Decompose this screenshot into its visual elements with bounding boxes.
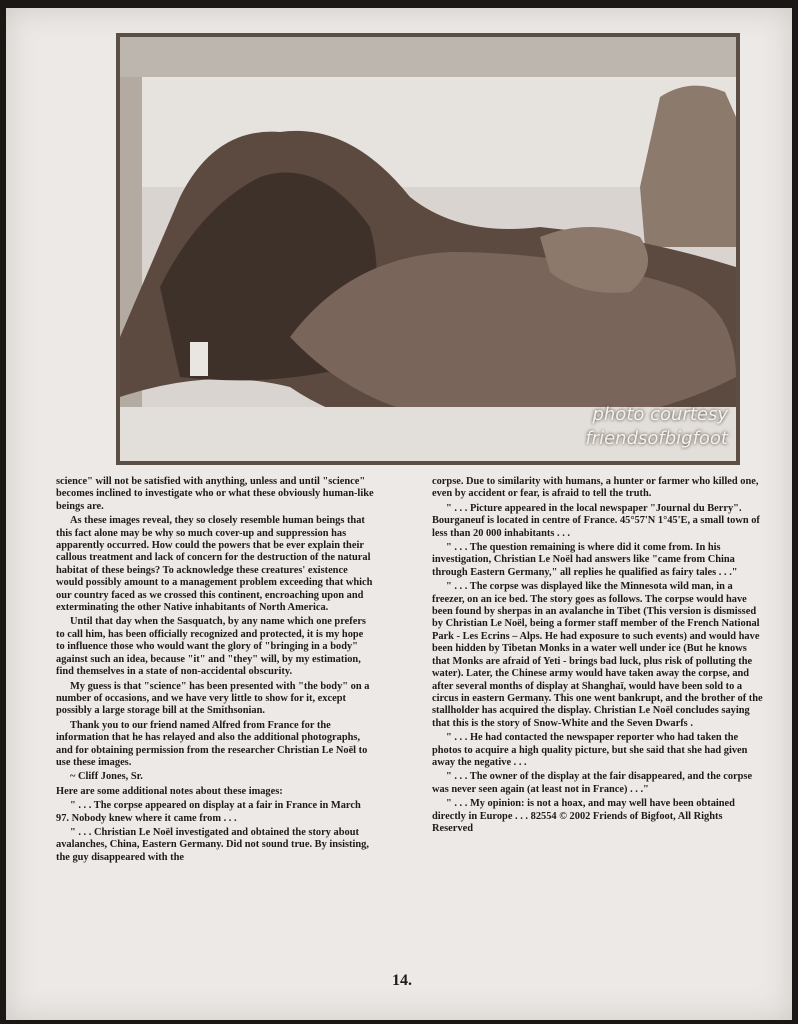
right-paragraph-7: " . . . My opinion: is not a hoax, and may well have been obtained directly in Europe . . . 82554 © 2002 Friends of Bigfoot, All Rights Reserved: [432, 798, 735, 834]
left-paragraph-9: " . . . Christian Le Noël investigated and obtained the story about avalanches, China, Eastern Germany. Did not sound true. By insisting, the guy disappeared with the: [56, 826, 369, 863]
photo-illustration: [120, 37, 736, 461]
right-paragraph-1: corpse. Due to similarity with humans, a hunter or farmer who killed one, even by accident or fear, is afraid to tell the truth.: [432, 476, 759, 500]
left-paragraph-4: My guess is that "science" has been presented with "the body" on a number of occasions, and we have very little to show for it, except possibly a large storage bill at the Smithsonian.: [56, 680, 370, 717]
photo-credit-line2: friendsofbigfoot: [585, 428, 728, 449]
right-paragraph-6: " . . . The owner of the display at the fair disappeared, and the corpse was never seen again (at least not in France) . . .": [432, 771, 753, 795]
article-photo: [116, 33, 740, 465]
left-paragraph-5: Thank you to our friend named Alfred from France for the information that he has relayed and also the additional photographs, and for obtaining permission from the researcher Christian Le Noël to use these images.: [56, 719, 368, 768]
photo-credit: [585, 403, 728, 451]
left-paragraph-8: " . . . The corpse appeared on display at a fair in France in March 97. Nobody knew where it came from . . .: [56, 800, 361, 824]
author-signature: ~ Cliff Jones, Sr.: [70, 771, 143, 783]
right-paragraph-4: " . . . The corpse was displayed like the Minnesota wild man, in a freezer, on an ice bed. The story goes as follows. The corpse would have been found by sherpas in an avalanche in Tibet (This version is dismissed by Christian Le Noël, being a former staff member of the French National Park - Les Ecrins – Alps. He had exposure to such events) and would have been hidden by Tibetan Monks in a water well under ice (But he knows that Monks are afraid of Yeti - brings bad luck, plus risk of polluting the water). Later, the Chinese army would have taken away the corpse, and after several months of display at Shanghaï, would have been sold to a circus in eastern Germany. This one went bankrupt, and the brother of the stallholder has acquired the display. Christian Le Noël concludes saying that this is the story of Snow-White and the Seven Dwarfs .: [432, 581, 763, 729]
right-paragraph-5: " . . . He had contacted the newspaper reporter who had taken the photos to acquire a high quality picture, but she said that she had given away the negative . . .: [432, 732, 748, 768]
left-paragraph-3: Until that day when the Sasquatch, by any name which one prefers to call him, has been officially recognized and protected, it is my hope to influence those who would want the glory of "bringing in a body" against such an idea, because "it" and "they" will, by my estimation, find themselves in a state of non-accidental obscurity.: [56, 616, 366, 678]
photo-credit-line1: photo courtesy: [592, 404, 728, 425]
left-paragraph-1: science" will not be satisfied with anything, unless and until "science" becomes inclined to investigate who or what these obviously human-like beings are.: [56, 476, 374, 512]
right-column: [432, 476, 766, 837]
left-paragraph-2: As these images reveal, they so closely resemble human beings that this fact alone may be why so much cover-up and suppression has apparently occurred. How could the powers that be ever explain their callous treatment and lack of concern for the destruction of the natural habitat of these beings? To acknowledge these creatures' existence would possibly amount to a management problem exceeding that which our country faced as we crossed this continent, encroaching upon and exterminating the other Native inhabitants of North America.: [56, 515, 373, 614]
page-number: 14.: [392, 972, 412, 989]
right-paragraph-2: " . . . Picture appeared in the local newspaper "Journal du Berry". Bourganeuf is located in centre of France. 45°57'N 1°45'E, a small town of less than 20 000 inhabitants . . .: [432, 502, 760, 539]
left-paragraph-7: Here are some additional notes about these images:: [56, 785, 283, 797]
left-column: [56, 476, 374, 866]
right-paragraph-3: " . . . The question remaining is where did it come from. In his investigation, Christian Le Noël had answers like "came from China through Eastern Germany," all replies he qualified as fairy tales . . .": [432, 542, 738, 578]
